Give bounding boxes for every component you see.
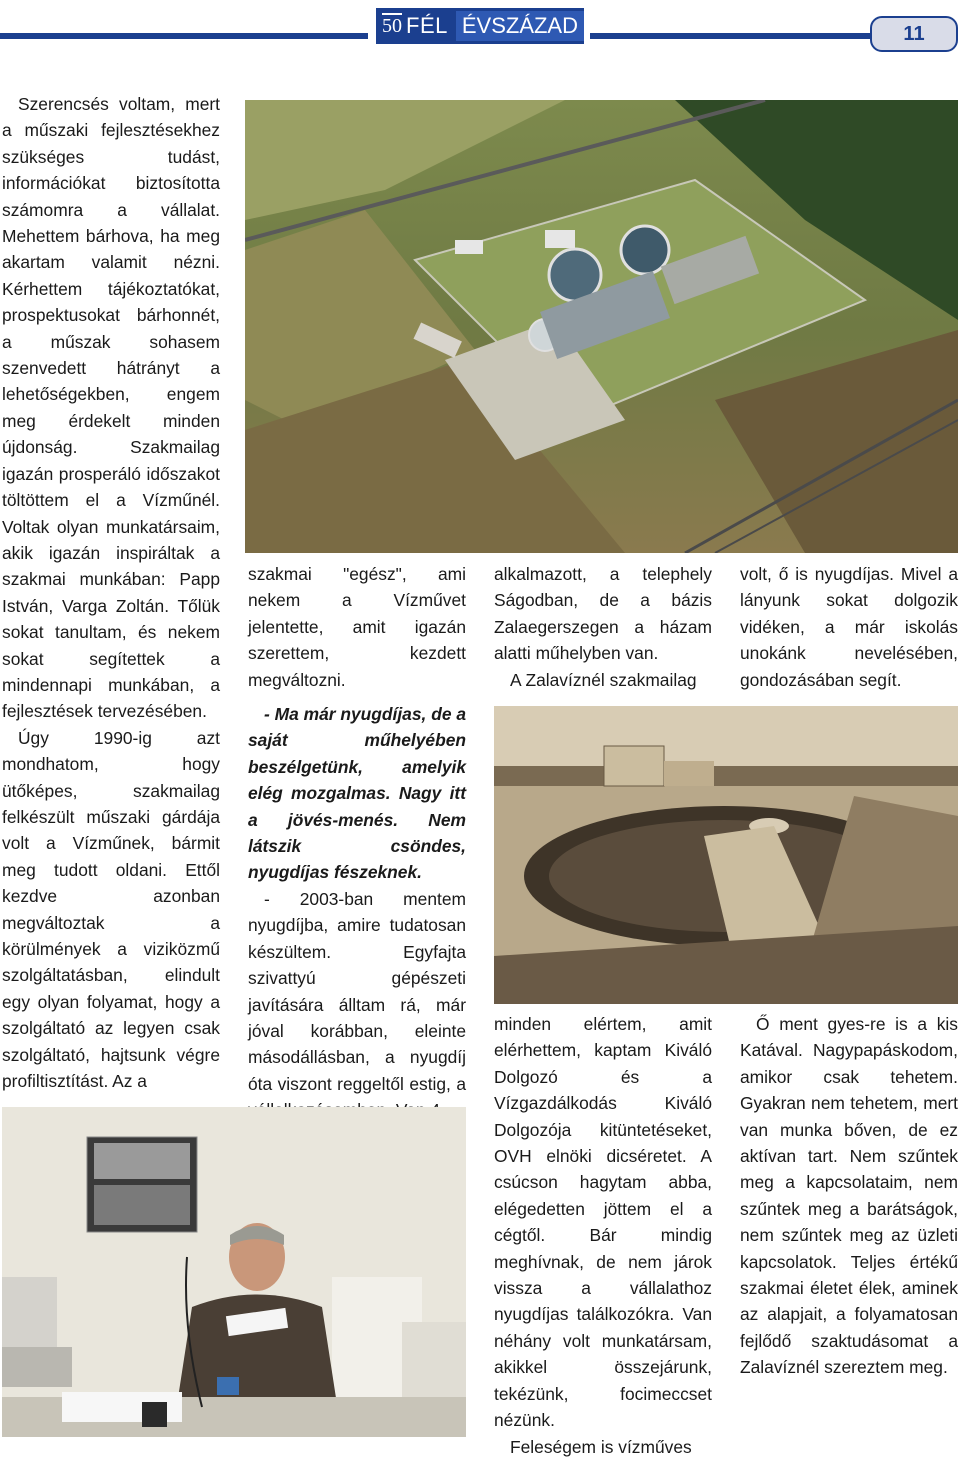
paragraph: minden elértem, amit elérhettem, kaptam Kiváló Dolgozó és a Vízgazdálkodás Kiváló Dolgozója kitüntetéseket, OVH elnöki dicséretet. A csúcson hagytam abba, elégedetten jöttem el a cégtől. Bár mindig meghívnak, de nem járok vissza a vállalathoz nyugdíjas találkozókra. Van néhány volt munkatársam, akikkel összejárunk, tekézünk, focimeccset nézünk. xyxy=(494,1014,712,1431)
text-column-3-top xyxy=(494,561,712,693)
paragraph: Feleségem is vízműves xyxy=(510,1436,692,1457)
paragraph: alkalmazott, a telephely Ságodban, de a bázis Zalaegerszegen a házam alatti műhelyben van. xyxy=(494,564,712,664)
header-rule-left xyxy=(0,33,368,39)
paragraph: Szerencsés voltam, mert a műszaki fejlesztésekhez szükséges tudást, információkat biztosította számomra a vállalat. Mehettem bárhova, ha meg akartam valamit nézni. Kérhettem tájékoztatókat, prospektusokat bárhonnét, a műszak sohasem szenvedett hátrányt a lehetőségekben, engem meg érdekelt minden újdonság. Szakmailag igazán prosperáló időszakot töltöttem el a Vízműnél. Voltak olyan munkatársaim, akik igazán inspiráltak a szakmai munkában: Papp István, Varga Zoltán. Tőlük sokat tanultam, és nekem sokat segítettek a mindennapi munkában, a fejlesztések tervezésében. xyxy=(2,94,220,722)
page-number: 11 xyxy=(903,22,925,45)
page-number-badge xyxy=(870,16,958,52)
text-column-3-bottom xyxy=(494,1011,712,1460)
series-logo xyxy=(376,8,584,44)
paragraph: - 2003-ban mentem nyugdíjba, amire tudatosan készültem. Egyfajta szivattyú gépészeti javítására álltam rá, már jóval korábban, eleinte másodállásban, a nyugdíj óta viszont reggeltől estig, a xyxy=(248,888,466,1094)
paragraph: Ő ment gyes-re is a kis Katával. Nagypapáskodom, amikor csak tehetem. Gyakran nem tehetem, mert van munka bőven, de ez aktívan tart. Nem szűntek meg a kapcsolataim, nem szűntek meg a barátságok, nem szűntek meg az üzleti kapcsolatok. Teljes értékű szakmai életet élek, aminek az alapjait, a folyamatosan fejlődő szaktudásomat a Zalavíznél szereztem meg. xyxy=(740,1014,958,1378)
text-column-2 xyxy=(248,561,466,1124)
paragraph: Úgy 1990-ig azt mondhatom, hogy ütőképes, szakmailag felkészült műszaki gárdája volt a Vízműnek, bármit meg tudott oldani. Ettől kezdve azonban megváltoztak a körülmények a viziközmű szolgáltatásban, elindult egy olyan folyamat, hogy a szolgáltató az legyen csak szolgáltató, hajtsunk végre profiltisztítást. Az a xyxy=(2,727,220,1092)
paragraph: A Zalavíznél szakmailag xyxy=(510,669,697,690)
office-photo xyxy=(2,1107,466,1437)
paragraph: volt, ő is nyugdíjas. Mivel a lányunk sokat dolgozik vidéken, a már iskolás unokánk nevelésében, gondozásában segít. xyxy=(740,564,958,690)
header-rule-right xyxy=(590,33,870,39)
logo-word-fel: FÉL xyxy=(406,13,448,38)
text-column-4-top xyxy=(740,561,958,693)
interview-question: - Ma már nyugdíjas, de a saját műhelyében beszélgetünk, amelyik elég mozgalmas. Nagy itt a jövés-menés. Nem látszik csöndes, nyugdíjas fészeknek. xyxy=(248,704,466,883)
aerial-photo xyxy=(245,100,958,553)
text-column-1 xyxy=(2,91,220,1094)
logo-word-evszazad: ÉVSZÁZAD xyxy=(456,11,584,41)
text-column-4-bottom xyxy=(740,1011,958,1381)
photo-man-at-desk xyxy=(2,1107,466,1437)
sepia-photo xyxy=(494,706,958,1004)
sepia-photo-clarifier-tank xyxy=(494,706,958,1004)
paragraph: szakmai "egész", ami nekem a Vízművet jelentette, amit igazán szerettem, kezdett megváltozni. xyxy=(248,564,466,690)
logo-number: 50 xyxy=(382,14,402,37)
aerial-photo-treatment-plant xyxy=(245,100,958,553)
